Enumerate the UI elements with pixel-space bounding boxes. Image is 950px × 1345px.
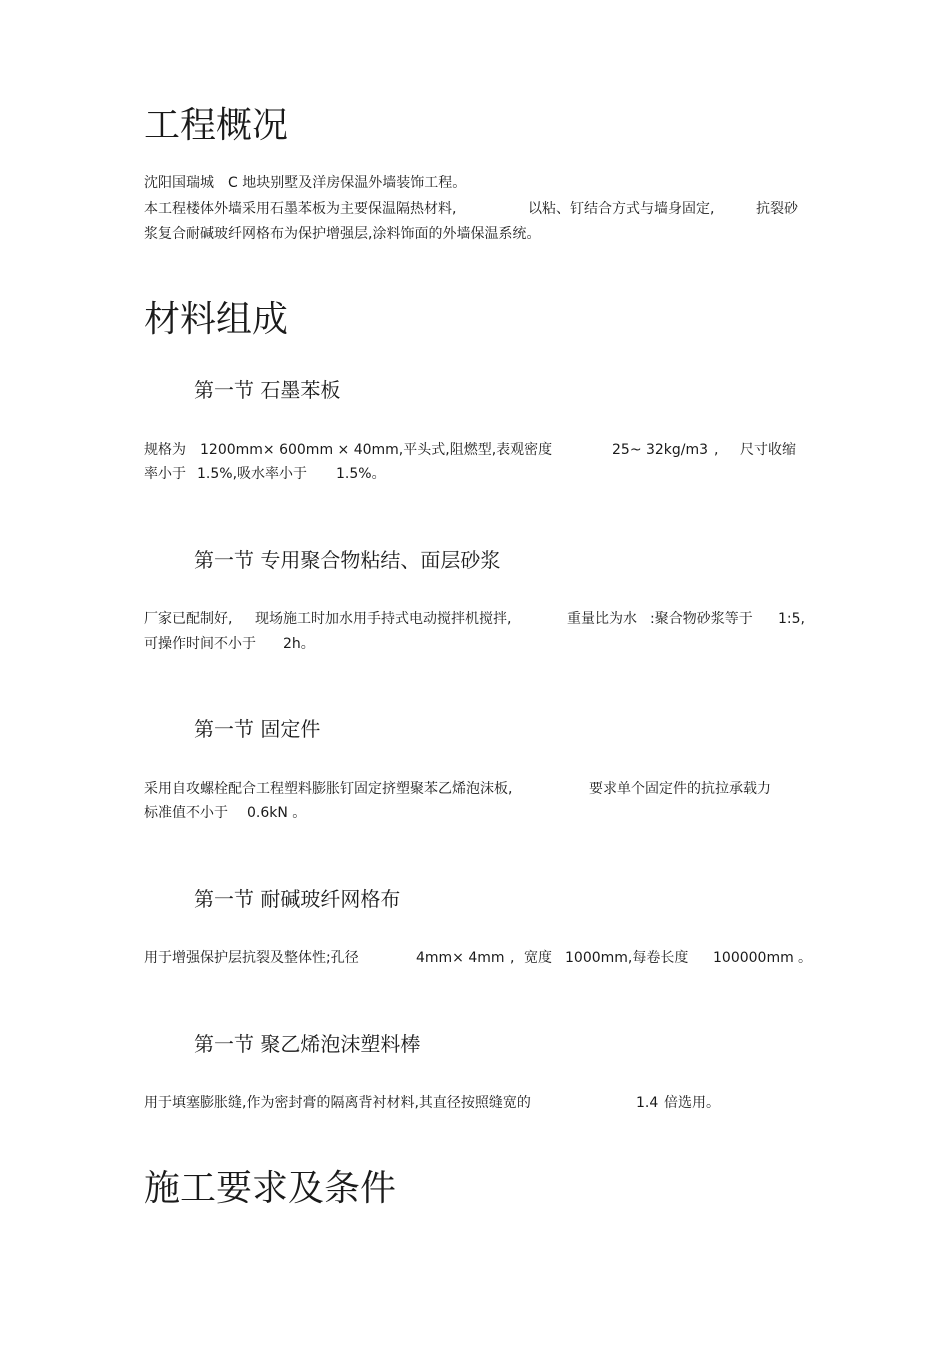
overview-line-1 [144, 173, 466, 193]
mesh-line-1e: 1000mm,每卷长度 [565, 950, 689, 966]
subsection-heading-rod: 第一节 聚乙烯泡沫塑料棒 [194, 1032, 421, 1056]
overview-text: 本工程楼体外墙采用石墨苯板为主要保温隔热材料, [144, 201, 457, 217]
section-title-materials: 材料组成 [144, 299, 289, 340]
rod-line-1c: 倍选用。 [664, 1095, 720, 1111]
subsection-heading-mesh: 第一节 耐碱玻纤网格布 [194, 887, 401, 911]
mesh-line-1b: 4mm× 4mm [416, 950, 505, 966]
rod-line-1b: 1.4 [636, 1095, 659, 1111]
mortar-line-1b: 现场施工时加水用手持式电动搅拌机搅拌, [255, 611, 512, 627]
mesh-line-1d: 宽度 [524, 950, 552, 966]
overview-text: C 地块别墅及洋房保温外墙装饰工程。 [228, 175, 467, 191]
mortar-line-1e: 1:5, [778, 611, 805, 627]
graphite-line-1a: 规格为 [144, 442, 186, 458]
overview-line-2c: 抗裂砂 [756, 201, 798, 217]
mortar-line-2b: 2h。 [283, 636, 315, 652]
fixings-line-2b: 0.6kN 。 [247, 805, 307, 821]
graphite-line-1d: , [714, 442, 719, 458]
mortar-line-1c: 重量比为水 [567, 611, 637, 627]
graphite-line-2a: 率小于 [144, 466, 186, 482]
mesh-line-1a: 用于增强保护层抗裂及整体性;孔径 [144, 950, 359, 966]
graphite-line-1b: 1200mm× 600mm × 40mm,平头式,阻燃型,表观密度 [200, 442, 553, 458]
graphite-line-2c: 1.5%。 [336, 466, 386, 482]
mortar-line-1d: :聚合物砂浆等于 [650, 611, 753, 627]
fixings-line-1a: 采用自攻螺栓配合工程塑料膨胀钉固定挤塑聚苯乙烯泡沫板, [144, 781, 513, 797]
mortar-line-2a: 可操作时间不小于 [144, 636, 256, 652]
subsection-heading-mortar: 第一节 专用聚合物粘结、面层砂浆 [194, 548, 501, 572]
fixings-line-1b: 要求单个固定件的抗拉承载力 [589, 781, 771, 797]
section-title-requirements: 施工要求及条件 [144, 1168, 397, 1209]
overview-text: 沈阳国瑞城 [144, 175, 214, 191]
subsection-heading-fixings: 第一节 固定件 [194, 717, 321, 741]
graphite-line-1c: 25~ 32kg/m3 [612, 442, 709, 458]
mesh-line-1c: , [510, 950, 515, 966]
mesh-line-1g: 。 [798, 950, 812, 966]
graphite-line-2b: 1.5%,吸水率小于 [197, 466, 308, 482]
section-title-overview: 工程概况 [144, 105, 289, 146]
rod-line-1a: 用于填塞膨胀缝,作为密封膏的隔离背衬材料,其直径按照缝宽的 [144, 1095, 531, 1111]
fixings-line-2a: 标准值不小于 [144, 805, 228, 821]
overview-line-3: 浆复合耐碱玻纤网格布为保护增强层,涂料饰面的外墙保温系统。 [144, 226, 541, 242]
mesh-line-1f: 100000mm [713, 950, 794, 966]
overview-line-2 [144, 199, 456, 219]
overview-line-2b: 以粘、钉结合方式与墙身固定, [528, 201, 715, 217]
mortar-line-1a: 厂家已配制好, [144, 611, 233, 627]
subsection-heading-graphite-board: 第一节 石墨苯板 [194, 378, 341, 402]
graphite-line-1e: 尺寸收缩 [740, 442, 796, 458]
